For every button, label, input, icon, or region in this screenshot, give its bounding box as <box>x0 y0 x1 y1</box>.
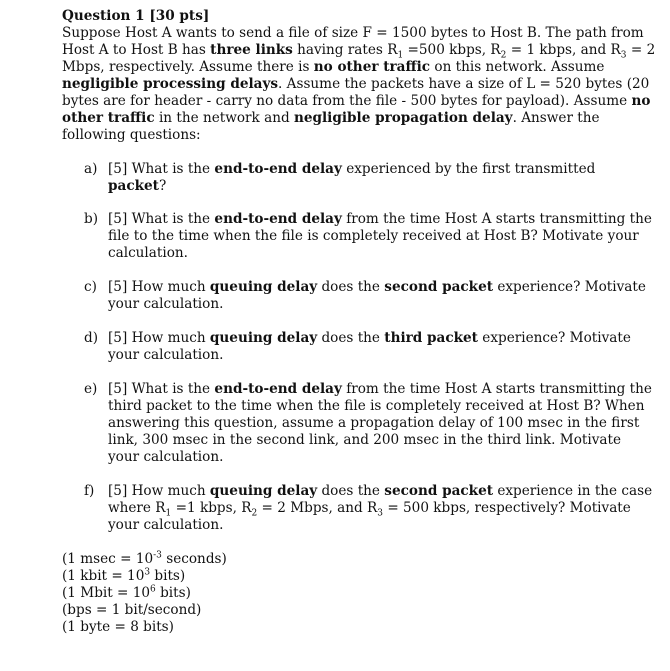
unit-text: (1 kbit = 10 <box>62 568 145 584</box>
question-bold: end-to-end delay <box>214 381 342 397</box>
question-e <box>62 381 656 466</box>
question-label: e) <box>84 381 98 397</box>
subscript-1: 1 <box>397 50 404 61</box>
intro-bold-three-links: three links <box>210 42 293 58</box>
question-a <box>62 161 656 195</box>
unit-byte: (1 byte = 8 bits) <box>62 619 174 635</box>
exponent: -3 <box>153 550 162 561</box>
unit-mbit <box>62 585 656 602</box>
question-bold: end-to-end delay <box>214 161 342 177</box>
question-text: experience? Motivate your calculation. <box>108 279 646 312</box>
question-text: experience? Motivate your calculation. <box>108 330 631 363</box>
question-bold: second packet <box>384 483 494 499</box>
question-label: c) <box>84 279 97 295</box>
intro-text: . Answer the following questions: <box>62 110 600 143</box>
question-text: experienced by the first transmitted <box>341 161 596 177</box>
question-b <box>62 211 656 262</box>
question-text: [5] How much <box>108 330 210 346</box>
question-text: does the <box>317 483 385 499</box>
unit-text: bits) <box>155 585 191 601</box>
question-title: Question 1 [30 pts] <box>62 8 210 24</box>
question-text: experience in the case where R <box>108 483 653 516</box>
unit-definitions <box>62 551 656 636</box>
question-bold: third packet <box>384 330 478 346</box>
question-document <box>62 8 656 636</box>
subscript-2: 2 <box>500 50 507 61</box>
question-text: from the time Host A starts transmitting the third packet to the time when the file is completely received at Host B? When answering this question, assume a propagation delay of 100 msec in the first link, 300 msec in the second link, and 200 msec in the third link. Motivate your calculation. <box>108 381 652 465</box>
unit-text: (1 Mbit = 10 <box>62 585 151 601</box>
intro-bold-no-other-traffic-2: no other traffic <box>62 93 651 126</box>
subscript-3: 3 <box>377 508 383 519</box>
question-bold: packet <box>108 178 159 194</box>
subscript-3: 3 <box>620 50 627 61</box>
question-bold: end-to-end delay <box>214 211 342 227</box>
intro-text: = 1 kbps, and R <box>506 42 621 58</box>
question-text: [5] What is the <box>108 211 215 227</box>
question-text: = 2 Mbps, and R <box>257 500 378 516</box>
intro-text: = 2 Mbps, respectively. Assume there is <box>62 42 656 75</box>
exponent: 3 <box>144 567 151 578</box>
question-text: [5] What is the <box>108 381 215 397</box>
question-intro <box>62 25 656 144</box>
unit-bps: (bps = 1 bit/second) <box>62 602 202 618</box>
question-bold: queuing delay <box>209 279 318 295</box>
intro-bold-negligible-processing: negligible processing delays <box>62 76 279 92</box>
intro-text: =500 kbps, R <box>403 42 501 58</box>
question-bold: queuing delay <box>209 330 318 346</box>
question-label: a) <box>84 161 98 177</box>
intro-text: having rates R <box>292 42 398 58</box>
question-text: = 500 kbps, respectively? Motivate your calculation. <box>108 500 631 533</box>
subscript-1: 1 <box>165 508 172 519</box>
unit-text: bits) <box>150 568 186 584</box>
question-label: b) <box>84 211 99 227</box>
intro-text: Suppose Host A wants to send a file of size F = 1500 bytes to Host B. The path from Host A to Host B has <box>62 25 644 58</box>
unit-text: (1 msec = 10 <box>62 551 154 567</box>
question-d <box>62 330 656 364</box>
question-text: [5] What is the <box>108 161 215 177</box>
question-c <box>62 279 656 313</box>
unit-text: seconds) <box>161 551 227 567</box>
intro-bold-no-other-traffic: no other traffic <box>313 59 431 75</box>
intro-text: on this network. Assume <box>430 59 605 75</box>
question-text: [5] How much <box>108 279 210 295</box>
question-text: ? <box>158 178 167 194</box>
question-text: does the <box>317 330 385 346</box>
question-label: f) <box>84 483 95 499</box>
intro-text: in the network and <box>154 110 294 126</box>
question-text: does the <box>317 279 385 295</box>
question-text: [5] How much <box>108 483 210 499</box>
question-bold: second packet <box>384 279 494 295</box>
intro-text: . Assume the packets have a size of L = 520 bytes (20 bytes are for header - carry no data from the file - 500 bytes for payload). Assume <box>62 76 650 109</box>
intro-bold-negligible-propagation: negligible propagation delay <box>293 110 513 126</box>
question-text: from the time Host A starts transmitting the file to the time when the file is completely received at Host B? Motivate your calculation. <box>108 211 652 261</box>
question-bold: queuing delay <box>209 483 318 499</box>
question-label: d) <box>84 330 99 346</box>
unit-kbit <box>62 568 656 585</box>
subscript-2: 2 <box>251 508 258 519</box>
question-f <box>62 483 656 534</box>
unit-msec <box>62 551 656 568</box>
exponent: 6 <box>150 584 156 595</box>
question-text: =1 kbps, R <box>171 500 252 516</box>
